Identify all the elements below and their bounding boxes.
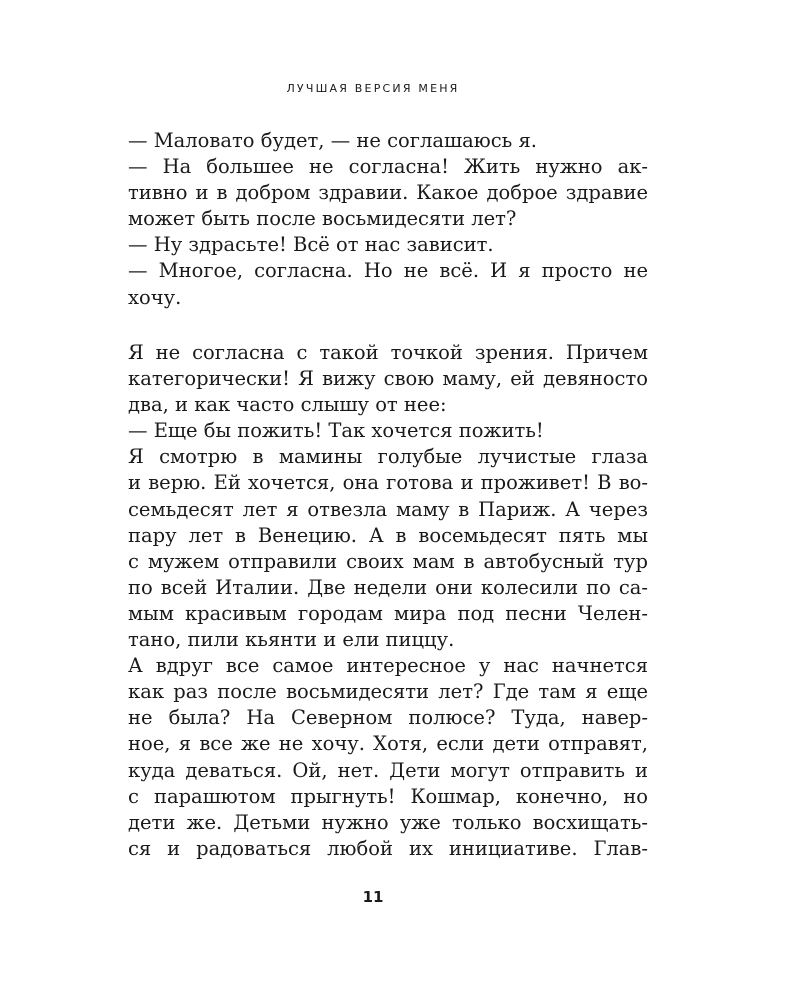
text-line: может быть после восьмидесяти лет? (128, 207, 517, 231)
text-line: — Ну здрасьте! Всё от нас зависит. (128, 233, 494, 257)
text-line: куда деваться. Ой, нет. Дети могут отправить и (128, 758, 648, 782)
text-line: хочу. (128, 285, 182, 309)
running-head: ЛУЧШАЯ ВЕРСИЯ МЕНЯ (286, 82, 460, 95)
text-line: — Еще бы пожить! Так хочется пожить! (128, 419, 544, 443)
text-line: пару лет в Венецию. А в восемьдесят пять мы (128, 523, 648, 547)
text-line: тивно и в добром здравии. Какое доброе здравие (128, 181, 648, 205)
text-line: категорически! Я вижу свою маму, ей девяносто (128, 367, 648, 391)
text-line: ся и радоваться любой их инициативе. Глав- (128, 836, 648, 860)
text-line: два, и как часто слышу от нее: (128, 393, 447, 417)
text-line: по всей Италии. Две недели они колесили по са- (128, 575, 648, 599)
text-line: семьдесят лет я отвезла маму в Париж. А через (128, 497, 648, 521)
text-line: — Маловато будет, — не соглашаюсь я. (128, 129, 537, 152)
text-line: с мужем отправили своих мам в автобусный тур (128, 549, 648, 573)
text-line: — На большее не согласна! Жить нужно ак- (128, 155, 648, 179)
page-number: 11 (362, 888, 384, 906)
text-line: Я смотрю в мамины голубые лучистые глаза (128, 445, 648, 469)
text-line: тано, пили кьянти и ели пиццу. (128, 628, 455, 652)
text-line: — Многое, согласна. Но не всё. И я просто не (128, 259, 648, 283)
dialogue-block (128, 128, 648, 311)
text-line: не была? На Северном полюсе? Туда, навер- (128, 706, 648, 730)
text-line: с парашютом прыгнуть! Кошмар, конечно, но (128, 784, 648, 808)
text-line: дети же. Детьми нужно уже только восхищать- (128, 810, 648, 834)
text-line: и верю. Ей хочется, она готова и проживет! В во- (128, 471, 648, 495)
text-line: А вдруг все самое интересное у нас начнется (128, 654, 648, 678)
text-line: мым красивым городам мира под песни Челен- (128, 601, 648, 625)
text-line: ное, я все же не хочу. Хотя, если дети отправят, (128, 732, 648, 756)
body-text-block (128, 340, 648, 862)
text-line: как раз после восьмидесяти лет? Где там я еще (128, 680, 648, 704)
text-line: Я не согласна с такой точкой зрения. Причем (128, 341, 648, 364)
